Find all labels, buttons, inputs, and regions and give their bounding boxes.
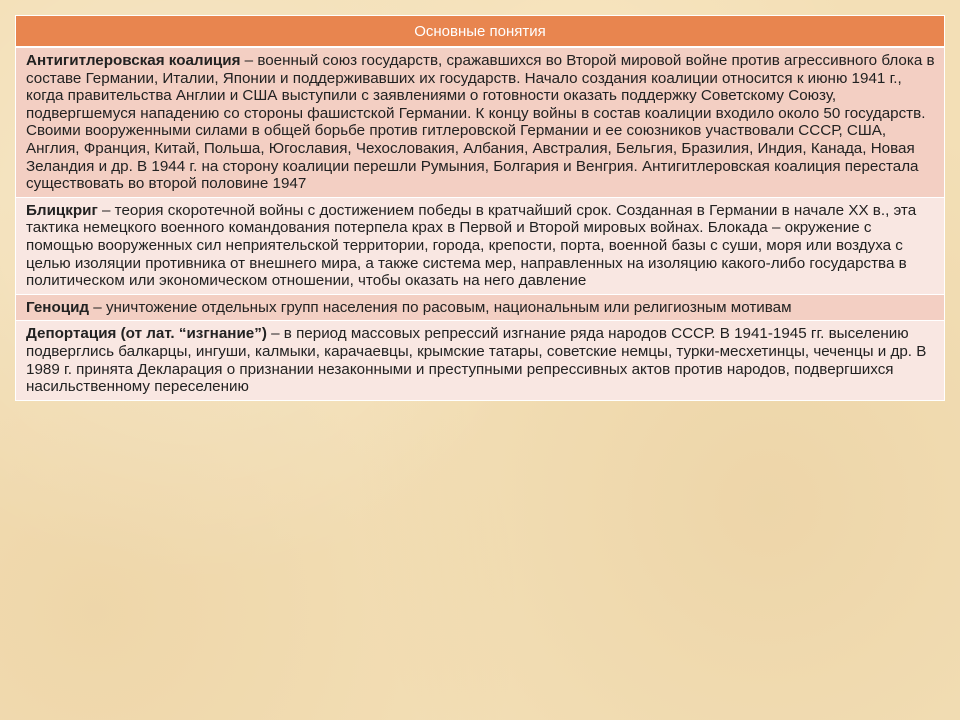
term: Геноцид — [26, 298, 90, 316]
definition: – уничтожение отдельных групп населения по расовым, национальным или религиозным мотивам — [89, 298, 792, 316]
table-cell — [16, 47, 945, 197]
definition: – теория скоротечной войны с достижением победы в кратчайший срок. Созданная в Германии в начале XX в., эта тактика немецкого военного командования потерпела крах в Первой и Второй мировых войнах. Блокада – окружение с помощью вооруженных сил неприятельской территории, города, крепости, порта, военной базы с суши, моря или воздуха с целью изоляции противника от внешнего мира, а также система мер, направленных на изоляцию какого-либо государства в политическом или экономическом отношении, чтобы оказать на него давление — [26, 201, 917, 290]
table-row — [16, 47, 945, 197]
definition: – военный союз государств, сражавшихся во Второй мировой войне против агрессивного блока в составе Германии, Италии, Японии и поддерживавших их государств. Начало создания коалиции относится к июню 1941 г., когда правительства Англии и США выступили с заявлениями о готовности оказать поддержку Советскому Союзу, подвергшемуся нападению со стороны фашистской Германии. К концу войны в состав коалиции входило около 50 государств. Своими вооруженными силами в общей борьбе против гитлеровской Германии и ее союзников участвовали СССР, США, Англия, Франция, Китай, Польша, Югославия, Чехословакия, Албания, Австралия, Бельгия, Бразилия, Индия, Канада, Новая Зеландия и др. В 1944 г. на сторону коалиции перешли Румыния, Болгария и Венгрия. Антигитлеровская коалиция перестала существовать во второй половине 1947 — [26, 52, 935, 193]
term: Депортация (от лат. “изгнание”) — [26, 325, 267, 343]
table-cell — [16, 294, 945, 321]
table-row — [16, 294, 945, 321]
table-header: Основные понятия — [16, 16, 945, 48]
definition: – в период массовых репрессий изгнание ряда народов СССР. В 1941-1945 гг. выселению подверглись балкарцы, ингуши, калмыки, карачаевцы, крымские татары, советские немцы, турки-месхетинцы, чеченцы и др. В 1989 г. принята Декларация о признании незаконными и преступными репрессивных актов против народов, подвергшихся насильственному переселению — [26, 325, 927, 396]
term: Блицкриг — [26, 201, 98, 219]
table-header-row — [16, 16, 945, 48]
table-cell — [16, 321, 945, 400]
concepts-table — [15, 15, 945, 401]
table-cell — [16, 197, 945, 294]
table-row — [16, 321, 945, 400]
term: Антигитлеровская коалиция — [26, 52, 241, 69]
table-row — [16, 197, 945, 294]
